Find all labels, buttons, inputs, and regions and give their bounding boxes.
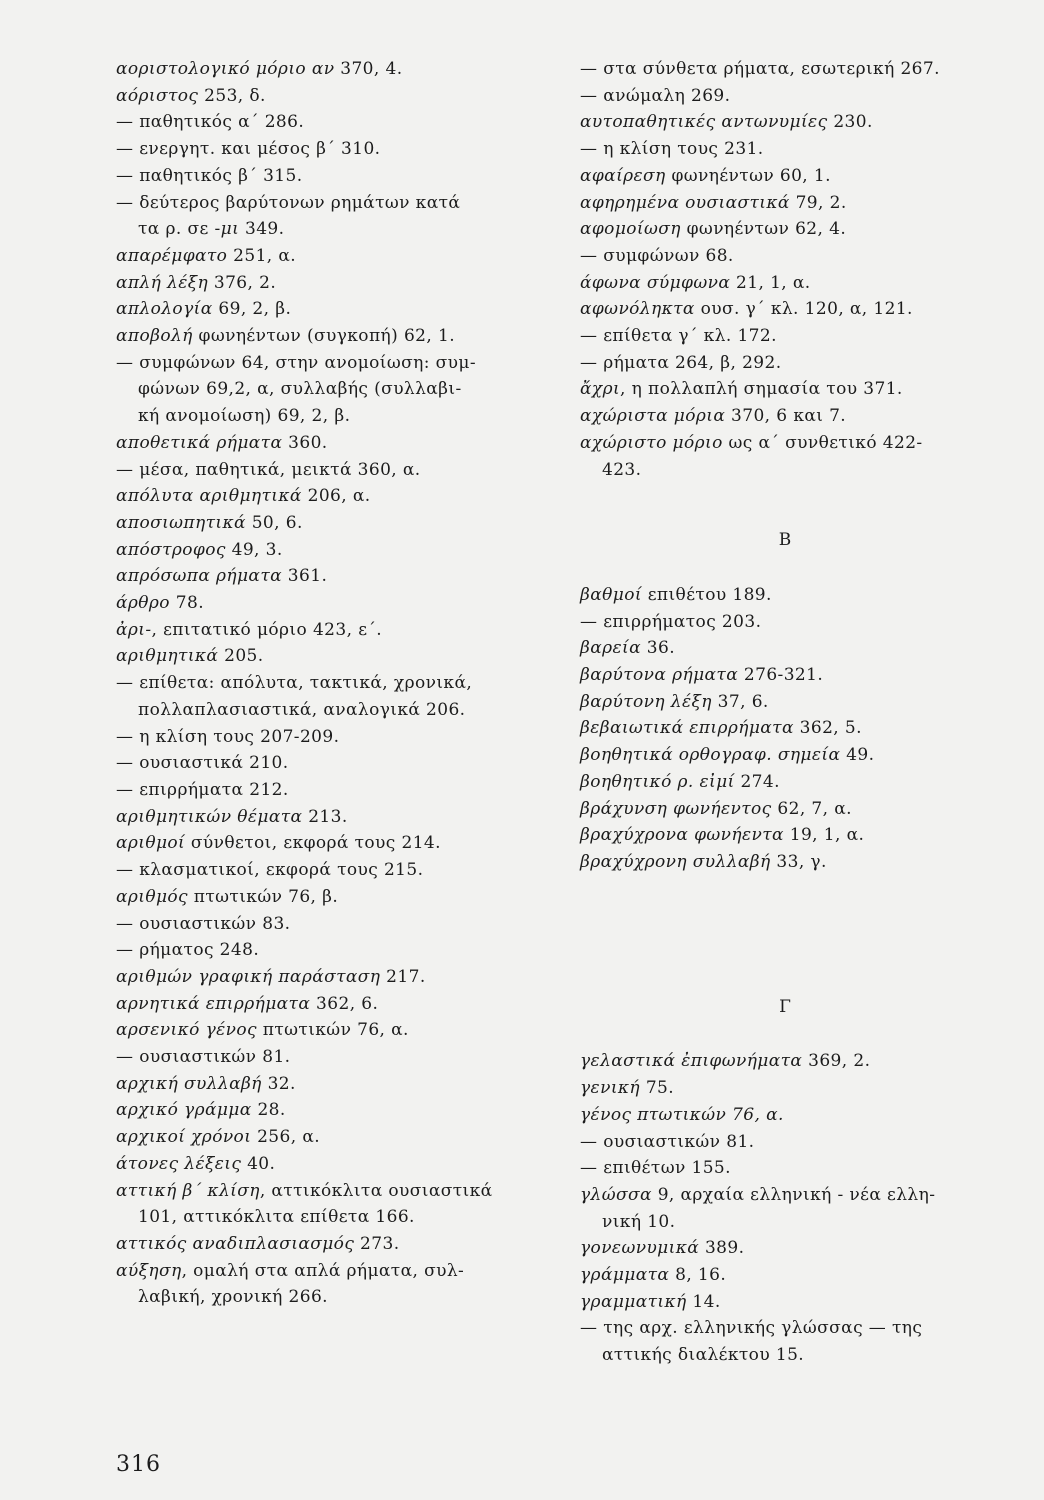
index-reference: ως α΄ συνθετικό 422- [722, 432, 923, 453]
index-reference: 21, 1, α. [730, 272, 811, 293]
index-reference: 362, 5. [793, 718, 862, 739]
index-group-gamma [580, 1048, 990, 1368]
index-reference: 370, 6 και 7. [725, 406, 847, 427]
index-entry [116, 777, 536, 804]
index-reference: 33, γ. [770, 851, 827, 872]
index-entry [116, 911, 536, 938]
index-reference: — ουσιαστικών 83. [116, 913, 291, 934]
index-term: αχώριστα μόρια [580, 406, 726, 427]
index-reference: 78. [169, 593, 204, 614]
index-term: γράμματα [580, 1265, 670, 1286]
index-reference: 274. [734, 771, 780, 792]
index-entry [580, 350, 990, 377]
index-entry [116, 376, 536, 403]
index-entry [116, 350, 536, 377]
index-entry [116, 430, 536, 457]
index-term: αύξηση [116, 1260, 182, 1281]
index-reference: φωνηέντων 60, 1. [665, 165, 831, 186]
index-reference: — δεύτερος βαρύτονων ρημάτων κατά [116, 192, 461, 213]
index-entry [116, 190, 536, 217]
index-reference: 50, 6. [245, 512, 303, 533]
index-reference: — ρήματος 248. [116, 940, 260, 961]
index-entry [580, 83, 990, 110]
index-reference: κή ανομοίωση) 69, 2, β. [138, 406, 351, 427]
index-reference: — ουσιαστικών 81. [580, 1131, 755, 1152]
index-entry [116, 590, 536, 617]
index-reference: 62, 7, α. [771, 798, 852, 819]
index-term: γλώσσα [580, 1184, 652, 1205]
index-term: γελαστικά ἐπιφωνήματα [580, 1051, 803, 1072]
index-entry [116, 296, 536, 323]
index-entry [116, 323, 536, 350]
index-entry [116, 670, 536, 697]
index-reference: 276-321. [738, 665, 824, 686]
index-entry [116, 1124, 536, 1151]
index-reference: νική 10. [602, 1211, 676, 1232]
index-entry [116, 537, 536, 564]
index-term: αχώριστο μόριο [580, 432, 723, 453]
index-reference: επιθέτου 189. [641, 584, 772, 605]
index-reference: 36. [640, 638, 676, 659]
index-reference: 360. [282, 432, 328, 453]
index-entry [580, 822, 990, 849]
index-term: βαρεία [580, 638, 641, 659]
index-entry [116, 163, 536, 190]
index-term: αττικός αναδιπλασιασμός [116, 1233, 355, 1254]
index-entry [116, 1097, 536, 1124]
index-entry [116, 884, 536, 911]
index-reference: φωνηέντων (συγκοπή) 62, 1. [192, 326, 455, 347]
index-entry [580, 243, 990, 270]
index-reference: 101, αττικόκλιτα επίθετα 166. [138, 1207, 415, 1228]
index-entry [580, 216, 990, 243]
index-term: αττική β΄ κλίση [116, 1180, 260, 1201]
index-entry [580, 296, 990, 323]
index-term: βραχύχρονα φωνήεντα [580, 825, 784, 846]
index-term: αρσενικό γένος [116, 1020, 257, 1041]
index-term: άτονες λέξεις [116, 1153, 242, 1174]
index-reference: 213. [302, 806, 348, 827]
index-entry [116, 830, 536, 857]
index-entry [116, 697, 536, 724]
index-reference: 49, 3. [225, 539, 283, 560]
index-term: ἄχρι [580, 379, 621, 400]
index-entry [580, 1155, 990, 1182]
index-reference: 256, α. [251, 1127, 321, 1148]
index-term: αρνητικά επιρρήματα [116, 993, 311, 1014]
index-entry [580, 662, 990, 689]
index-entry [116, 937, 536, 964]
index-reference: λαβική, χρονική 266. [138, 1287, 328, 1308]
index-reference: — μέσα, παθητικά, μεικτά 360, α. [116, 459, 421, 480]
index-term: αφωνόληκτα [580, 299, 695, 320]
index-entry [580, 1262, 990, 1289]
index-term: βοηθητικό ρ. εἰμί [580, 771, 735, 792]
index-entry [580, 323, 990, 350]
index-entry [116, 1204, 536, 1231]
index-column-right [580, 56, 990, 1369]
index-entry [580, 715, 990, 742]
index-reference: 230. [827, 112, 873, 133]
index-reference: 79, 2. [789, 192, 847, 213]
index-entry [580, 270, 990, 297]
index-entry [116, 1017, 536, 1044]
index-term: αποθετικά ρήματα [116, 432, 283, 453]
index-term: άφωνα σύμφωνα [580, 272, 731, 293]
index-entry [116, 617, 536, 644]
index-entry [116, 136, 536, 163]
index-entry [116, 483, 536, 510]
index-reference: ουσ. γ΄ κλ. 120, α, 121. [694, 299, 913, 320]
index-entry [580, 1342, 990, 1369]
index-term: γονεωνυμικά [580, 1238, 700, 1259]
index-entry [116, 1071, 536, 1098]
index-entry [116, 216, 536, 243]
index-reference: 28. [251, 1100, 286, 1121]
index-reference: — επιρρήματος 203. [580, 611, 762, 632]
index-entry [580, 689, 990, 716]
index-reference: — επίθετα: απόλυτα, τακτικά, χρονικά, [116, 673, 473, 694]
index-entry [116, 1231, 536, 1258]
index-reference: , ομαλή στα απλά ρήματα, συλ- [181, 1260, 465, 1281]
index-reference: 49. [840, 745, 875, 766]
index-entry [116, 109, 536, 136]
index-reference: 349. [239, 219, 285, 240]
index-entry [580, 742, 990, 769]
index-reference: 40. [241, 1153, 276, 1174]
index-term: αφομοίωση [580, 219, 681, 240]
index-term: απλολογία [116, 299, 213, 320]
index-reference: , η πολλαπλή σημασία του 371. [620, 379, 903, 400]
index-entry [580, 796, 990, 823]
index-term: απλή λέξη [116, 272, 209, 293]
index-reference: 251, α. [227, 245, 297, 266]
index-reference: 423. [602, 459, 642, 480]
index-entry [116, 510, 536, 537]
index-reference: 14. [686, 1291, 721, 1312]
index-entry [116, 804, 536, 831]
index-entry [116, 991, 536, 1018]
index-entry [116, 750, 536, 777]
index-entry [580, 430, 990, 457]
index-entry [116, 1151, 536, 1178]
index-entry [580, 635, 990, 662]
index-reference: 19, 1, α. [783, 825, 865, 846]
index-entry [580, 849, 990, 876]
index-entry [116, 83, 536, 110]
index-reference: 205. [218, 646, 264, 667]
index-term: αποσιωπητικά [116, 512, 246, 533]
index-term: αυτοπαθητικές αντωνυμίες [580, 112, 828, 133]
index-reference: 206, α. [301, 486, 371, 507]
index-entry [580, 136, 990, 163]
index-reference: — συμφώνων 68. [580, 245, 734, 266]
section-heading-beta: Β [778, 530, 792, 551]
index-entry [580, 1209, 990, 1236]
index-entry [116, 243, 536, 270]
index-entry [580, 582, 990, 609]
index-reference: — παθητικός β΄ 315. [116, 165, 303, 186]
index-term: βράχυνση φωνήεντος [580, 798, 772, 819]
index-term: αρχική συλλαβή [116, 1073, 262, 1094]
index-term: αριθμών γραφική παράσταση [116, 966, 381, 987]
index-entry [116, 403, 536, 430]
index-reference: — ρήματα 264, β, 292. [580, 352, 782, 373]
index-entry [580, 56, 990, 83]
index-reference: — παθητικός α΄ 286. [116, 112, 305, 133]
index-term: βοηθητικά ορθογραφ. σημεία [580, 745, 841, 766]
index-entry [116, 563, 536, 590]
index-term: απόλυτα αριθμητικά [116, 486, 302, 507]
index-entry [116, 1284, 536, 1311]
index-reference: — στα σύνθετα ρήματα, εσωτερική 267. [580, 59, 940, 79]
index-entry [116, 1178, 536, 1205]
index-reference: — επιρρήματα 212. [116, 779, 289, 800]
index-reference: πολλαπλασιαστικά, αναλογικά 206. [138, 699, 466, 720]
index-reference: φώνων 69,2, α, συλλαβής (συλλαβι- [138, 379, 462, 400]
index-reference: , επιτατικό μόριο 423, ε΄. [151, 619, 383, 640]
index-entry [580, 1102, 990, 1129]
index-reference: 370, 4. [334, 59, 403, 79]
index-entry [580, 457, 990, 484]
index-term: αρχικό γράμμα [116, 1100, 252, 1121]
index-term: απρόσωπα ρήματα [116, 566, 282, 587]
index-reference: 273. [354, 1233, 400, 1254]
index-entry [580, 376, 990, 403]
index-term: άρθρο [116, 593, 170, 614]
section-heading-gamma: Γ [779, 996, 791, 1017]
index-entry [580, 1075, 990, 1102]
index-reference: φωνηέντων 62, 4. [680, 219, 847, 240]
index-term: βεβαιωτικά επιρρήματα [580, 718, 794, 739]
index-term: ἀρι- [116, 619, 152, 640]
index-entry [580, 769, 990, 796]
index-entry [116, 643, 536, 670]
index-entry [580, 1289, 990, 1316]
index-reference: 75. [640, 1078, 675, 1099]
index-reference: 389. [699, 1238, 745, 1259]
index-reference: 361. [282, 566, 328, 587]
index-term: μι [220, 219, 240, 240]
index-reference: — η κλίση τους 231. [580, 139, 764, 160]
index-term: αποβολή [116, 326, 193, 347]
index-term: αόριστος [116, 85, 199, 106]
index-column-left [116, 56, 536, 1311]
index-term: αφηρημένα ουσιαστικά [580, 192, 790, 213]
index-entry [116, 1044, 536, 1071]
index-entry [580, 403, 990, 430]
index-reference: — η κλίση τους 207-209. [116, 726, 340, 747]
index-reference: 32. [261, 1073, 296, 1094]
index-reference: πτωτικών 76, β. [187, 886, 339, 907]
index-term: βαρύτονα ρήματα [580, 665, 739, 686]
index-reference: 369, 2. [802, 1051, 871, 1072]
index-reference: 253, δ. [198, 85, 266, 106]
index-entry [116, 270, 536, 297]
index-entry [116, 1258, 536, 1285]
index-reference: — επίθετα γ΄ κλ. 172. [580, 326, 777, 347]
index-entry [580, 109, 990, 136]
index-reference: 8, 16. [669, 1265, 727, 1286]
index-term: απόστροφος [116, 539, 226, 560]
index-reference: 9, αρχαία ελληνική - νέα ελλη- [651, 1184, 936, 1205]
index-term: γραμματική [580, 1291, 687, 1312]
index-entry [580, 1182, 990, 1209]
index-entry [116, 457, 536, 484]
index-reference: 376, 2. [208, 272, 277, 293]
index-reference: 217. [380, 966, 426, 987]
index-reference: — ουσιαστικά 210. [116, 753, 289, 774]
index-entry [116, 724, 536, 751]
index-term: αριθμητικών θέματα [116, 806, 303, 827]
index-reference: αττικής διαλέκτου 15. [602, 1345, 805, 1366]
index-entry [580, 163, 990, 190]
index-term: αριθμητικά [116, 646, 219, 667]
index-reference: — κλασματικοί, εκφορά τους 215. [116, 860, 424, 881]
index-entry [116, 857, 536, 884]
index-reference: — ουσιαστικών 81. [116, 1047, 291, 1068]
index-term: απαρέμφατο [116, 245, 228, 266]
index-reference: πτωτικών 76, α. [256, 1020, 409, 1041]
index-reference: 362, 6. [310, 993, 379, 1014]
index-entry [580, 1048, 990, 1075]
index-reference: — της αρχ. ελληνικής γλώσσας — της [580, 1318, 923, 1339]
index-entry [116, 56, 536, 83]
index-term: αρχικοί χρόνοι [116, 1127, 252, 1148]
index-term: γενική [580, 1078, 641, 1099]
index-term: βαθμοί [580, 584, 642, 605]
index-entry [116, 964, 536, 991]
index-term: γένος πτωτικών 76, α. [580, 1104, 784, 1125]
index-reference: — συμφώνων 64, στην ανομοίωση: συμ- [116, 352, 476, 373]
index-reference: 37, 6. [711, 691, 769, 712]
index-term: αριθμός [116, 886, 188, 907]
index-reference: — ανώμαλη 269. [580, 85, 731, 106]
index-entry [580, 609, 990, 636]
index-reference: 69, 2, β. [212, 299, 292, 320]
index-reference: — επιθέτων 155. [580, 1158, 731, 1179]
page-number: 316 [116, 1452, 161, 1477]
index-entry [580, 1315, 990, 1342]
index-group-beta [580, 582, 990, 876]
index-group-alpha-continued [580, 56, 990, 483]
index-entry [580, 1129, 990, 1156]
index-term: αφαίρεση [580, 165, 666, 186]
index-term: αοριστολογικό μόριο αν [116, 59, 335, 79]
index-reference: , αττικόκλιτα ουσιαστικά [259, 1180, 493, 1201]
index-reference: — ενεργητ. και μέσος β΄ 310. [116, 139, 381, 160]
index-term: βαρύτονη λέξη [580, 691, 712, 712]
index-reference: τα ρ. σε - [138, 219, 221, 240]
index-term: αριθμοί [116, 833, 186, 854]
index-entry [580, 1235, 990, 1262]
index-term: βραχύχρονη συλλαβή [580, 851, 771, 872]
index-entry [580, 190, 990, 217]
index-reference: σύνθετοι, εκφορά τους 214. [185, 833, 441, 854]
